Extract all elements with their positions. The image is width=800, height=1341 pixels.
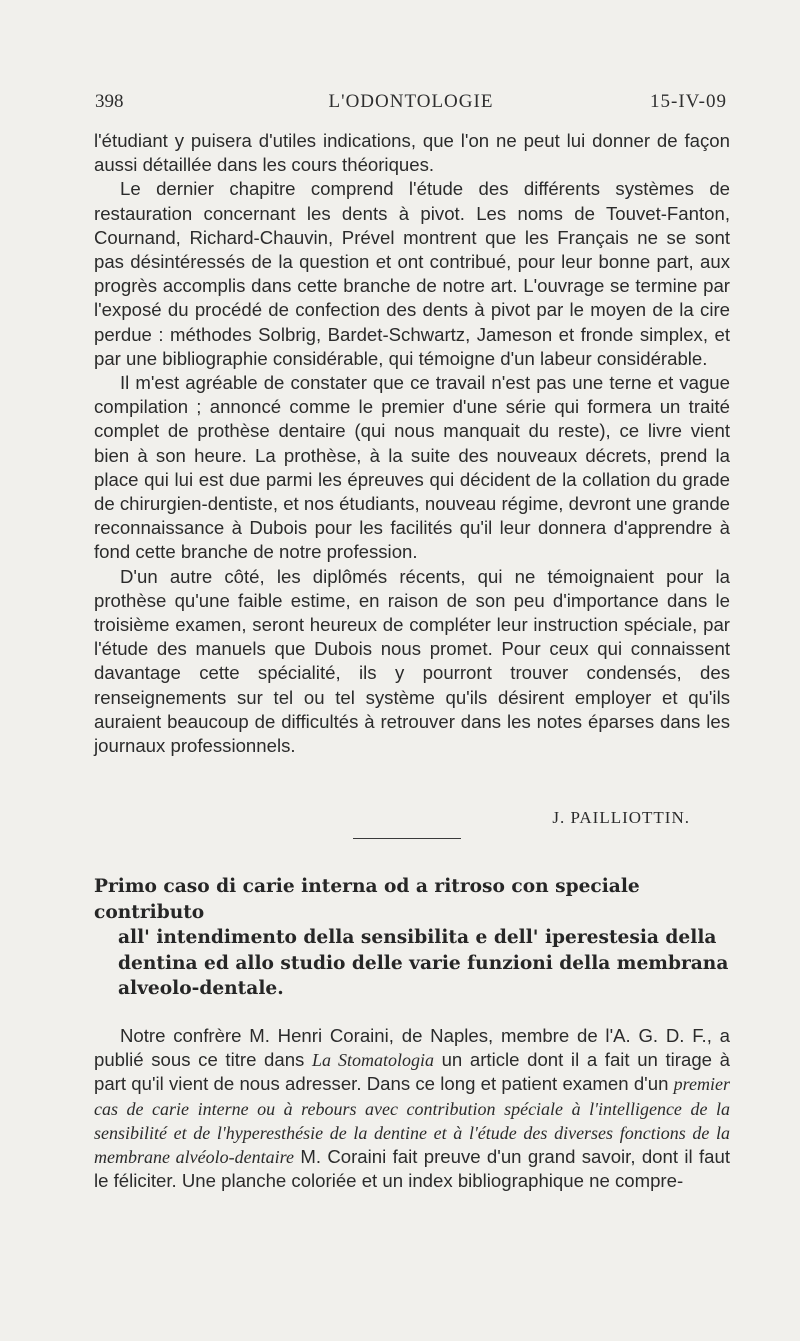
article-title-line-1: Primo caso di carie interna od a ritroso con speciale contributo <box>94 876 640 923</box>
article-heading <box>94 874 732 1002</box>
journal-name: La Stomatologia <box>311 1050 434 1071</box>
article-text-end: M. Coraini fait preuve d'un grand savoir, dont il faut le féliciter. Une planche coloriée et un index bibliographique ne compre- <box>94 1146 731 1192</box>
issue-date: 15-IV-09 <box>650 91 727 112</box>
review-paragraph-2: Le dernier chapitre comprend l'étude des différents systèmes de restauration concernant les dents à pivot. Les noms de Touvet-Fanton, Cournand, Richard-Chauvin, Prével montrent que les Français ne se sont pas désintéressés de la question et ont contribué, pour leur bonne part, aux progrès accomplis dans cette branche de notre art. L'ouvrage se termine par l'exposé du procédé de confection des dents à pivot par le moyen de la cire perdue : méthodes Solbrig, Bardet-Schwartz, Jameson et fronde simplex, et par une bibliographie considérable, qui témoigne d'un labeur considérable. <box>94 178 730 369</box>
translated-title: premier cas de carie interne ou à rebours avec contribution spéciale à l'intelligence de la sensibilité et de l'hyperesthésie de la dentine et à l'étude des diverses fonctions de la membrane alvéolo-dentaire <box>94 1074 730 1168</box>
section-divider <box>353 838 461 839</box>
review-paragraph-4: D'un autre côté, les diplômés récents, qui ne témoignaient pour la prothèse qu'une faible estime, en raison de son peu d'importance dans le troisième examen, seront heureux de compléter leur instruction spéciale, par l'étude des manuels que Dubois nous promet. Pour ceux qui connaissent davantage cette spécialité, ils y pourront trouver condensés, des renseignements sur tel ou tel système qu'ils désirent employer et qu'ils auraient beaucoup de difficultés à retrouver dans les notes éparses dans les journaux professionnels. <box>94 565 730 757</box>
running-header <box>95 91 727 117</box>
review-signature: J. PAILLIOTTIN. <box>552 808 690 827</box>
review-body <box>94 129 730 758</box>
article-title-continuation: all' intendimento della sensibilita e dell' iperestesia della dentina ed allo studio delle varie funzioni della membrana alveolo-dentale. <box>118 927 729 999</box>
article-text-middle: un article dont il a fait un tirage à part qu'il vient de nous adresser. Dans ce long et patient examen d'un <box>94 1049 730 1095</box>
article-body <box>94 1024 730 1193</box>
review-paragraph-1: l'étudiant y puisera d'utiles indications, que l'on ne peut lui donner de façon aussi détaillée dans les cours théoriques. <box>94 130 730 176</box>
review-paragraph-3: Il m'est agréable de constater que ce travail n'est pas une terne et vague compilation ; annoncé comme le premier d'une série qui formera un traité complet de prothèse dentaire (qui nous manquait du reste), ce livre vient bien à son heure. La prothèse, à la suite des nouveaux décrets, prend la place qui lui est due parmi les épreuves qui décident de la collation du grade de chirurgien-dentiste, et nos étudiants, nouveau régime, devront une grande reconnaissance à Dubois pour les facilités qu'il leur donnera d'apprendre à fond cette branche de notre profession. <box>94 372 730 563</box>
article-paragraph <box>94 1024 730 1193</box>
page-number: 398 <box>95 91 124 112</box>
journal-title: L'ODONTOLOGIE <box>328 91 494 112</box>
article-text-start: Notre confrère M. Henri Coraini, de Naples, membre de l'A. G. D. F., a publié sous ce titre dans <box>94 1025 730 1071</box>
